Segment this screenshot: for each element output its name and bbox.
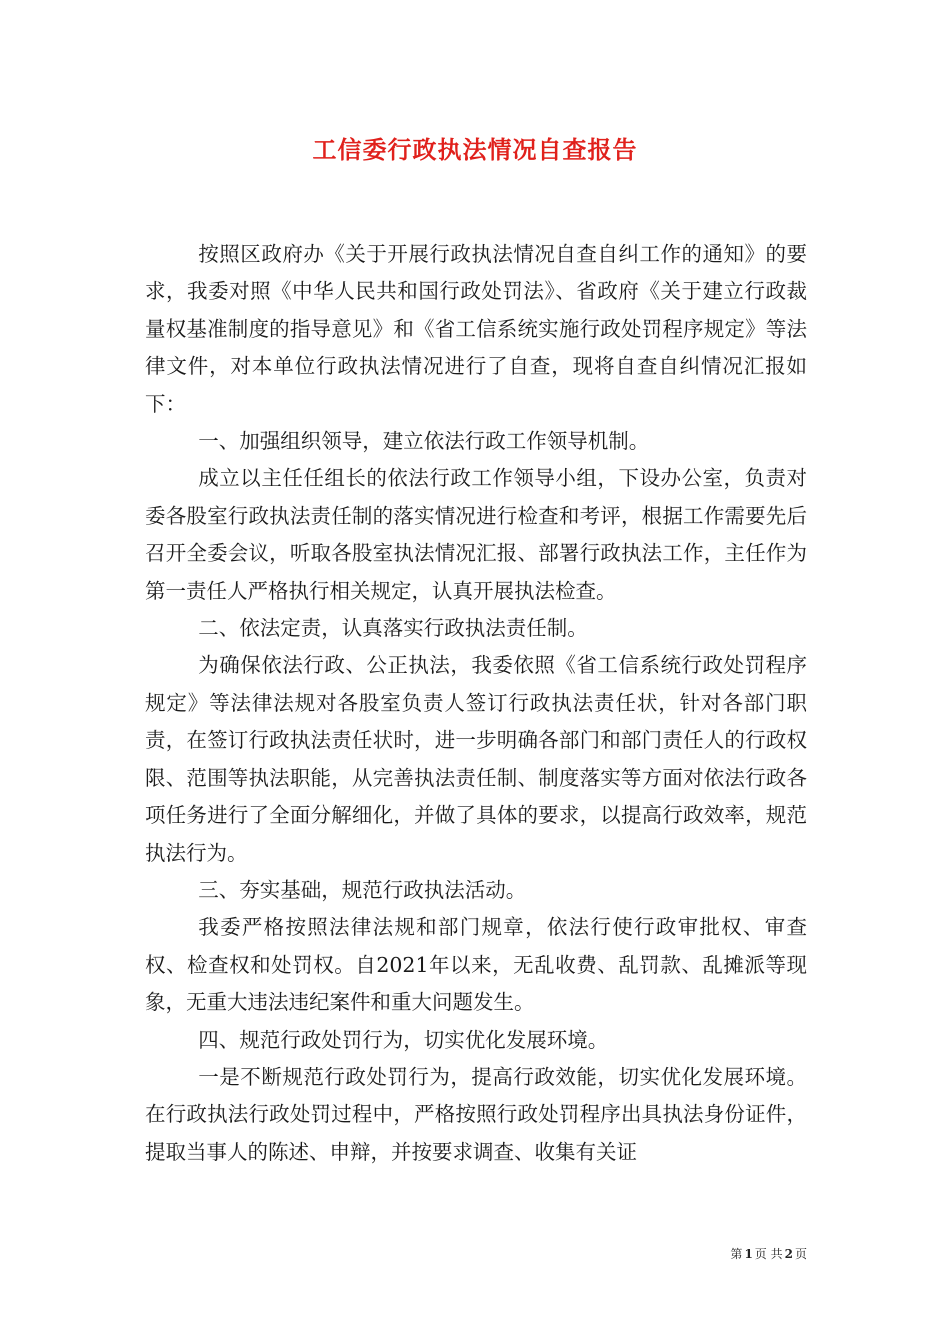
heading-section-2: 二、依法定责，认真落实行政执法责任制。 [198,616,588,641]
document-body [145,236,807,1171]
document-title: 工信委行政执法情况自查报告 [312,135,638,164]
footer-suffix: 页 [794,1247,807,1261]
footer-middle: 页 共 [754,1247,783,1261]
paragraph-section-4: 一是不断规范行政处罚行为，提高行政效能，切实优化发展环境。在行政执法行政处罚过程中，严格按照行政处罚程序出具执法身份证件，提取当事人的陈述、申辩，并按要求调查、收集有关证 [145,1064,807,1164]
paragraph-section-3: 我委严格按照法律法规和部门规章，依法行使行政审批权、审查权、检查权和处罚权。自2021年以来，无乱收费、乱罚款、乱摊派等现象，无重大违法违纪案件和重大问题发生。 [145,915,807,1015]
paragraph-section-2: 为确保依法行政、公正执法，我委依照《省工信系统行政处罚程序规定》等法律法规对各股室负责人签订行政执法责任状，针对各部门职责，在签订行政执法责任状时，进一步明确各部门和部门责任人的行政权限、范围等执法职能，从完善执法责任制、制度落实等方面对依法行政各项任务进行了全面分解细化，并做了具体的要求，以提高行政效率，规范执法行为。 [145,653,807,865]
footer-prefix: 第 [730,1247,743,1261]
total-page-number: 2 [784,1247,793,1261]
current-page-number: 1 [744,1247,753,1261]
page-number-footer [730,1245,807,1262]
heading-section-4: 四、规范行政处罚行为，切实优化发展环境。 [198,1027,609,1052]
heading-section-1: 一、加强组织领导，建立依法行政工作领导机制。 [198,429,650,454]
paragraph-intro: 按照区政府办《关于开展行政执法情况自查自纠工作的通知》的要求，我委对照《中华人民共和国行政处罚法》、省政府《关于建立行政裁量权基准制度的指导意见》和《省工信系统实施行政处罚程序规定》等法律文件，对本单位行政执法情况进行了自查，现将自查自纠情况汇报如下： [145,242,807,416]
paragraph-section-1: 成立以主任任组长的依法行政工作领导小组，下设办公室，负责对委各股室行政执法责任制的落实情况进行检查和考评，根据工作需要先后召开全委会议，听取各股室执法情况汇报、部署行政执法工作，主任作为第一责任人严格执行相关规定，认真开展执法检查。 [145,466,807,603]
heading-section-3: 三、夯实基础，规范行政执法活动。 [198,877,527,902]
